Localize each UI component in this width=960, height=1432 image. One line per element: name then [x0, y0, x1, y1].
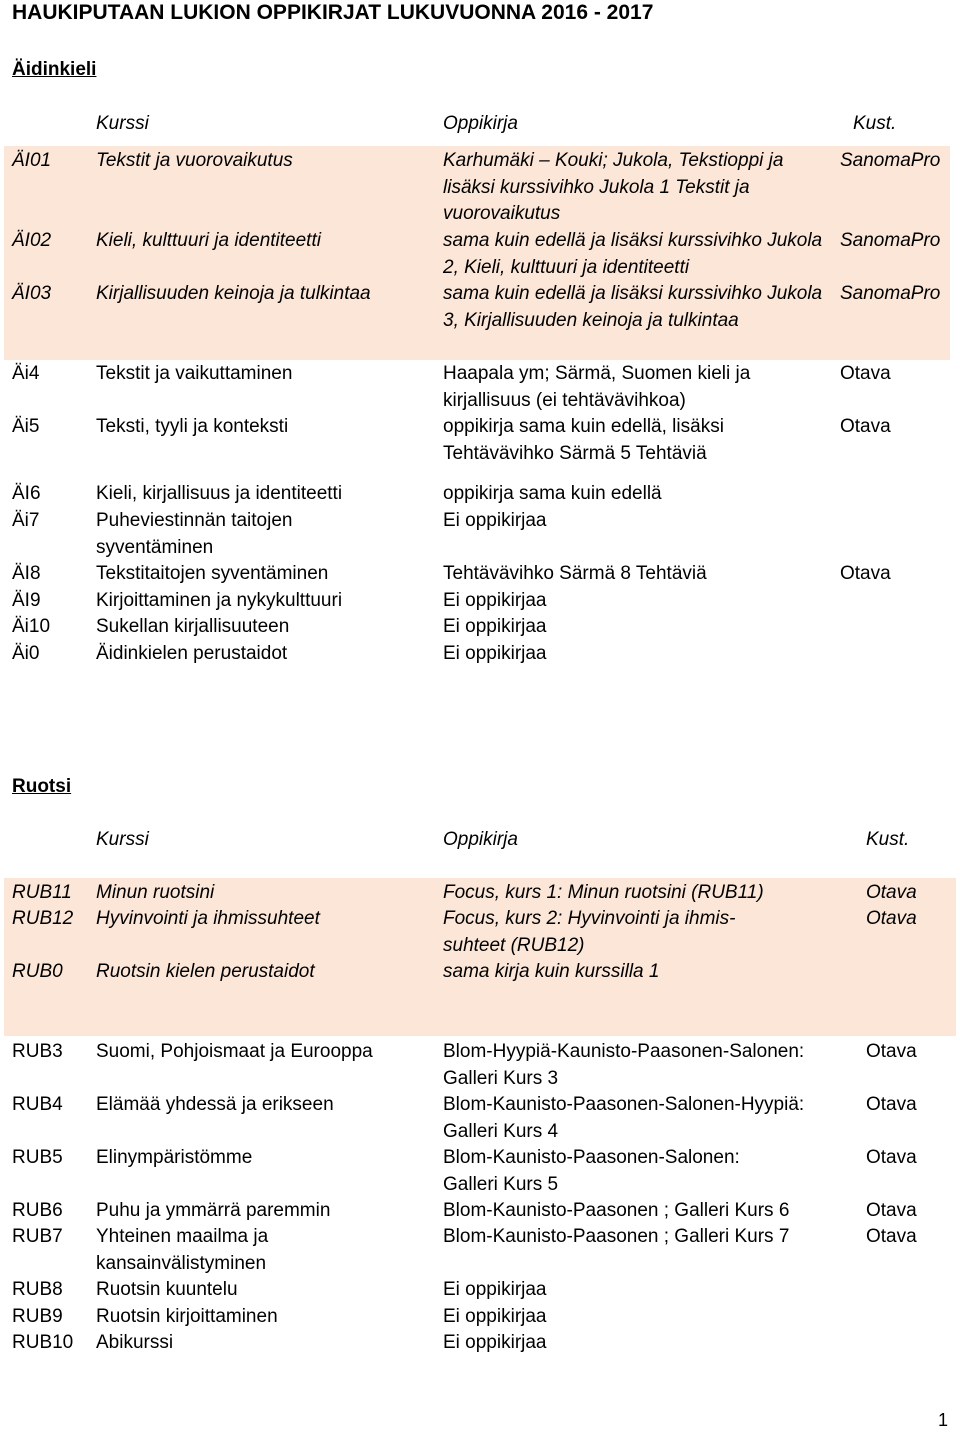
publisher: Otava	[840, 563, 891, 584]
book-title: oppikirja sama kuin edellä, lisäksi Tehtävävihko Särmä 5 Tehtäviä	[443, 416, 724, 464]
header-book: Oppikirja	[443, 829, 518, 850]
course-code: RUB9	[12, 1306, 63, 1327]
book-title: Focus, kurs 2: Hyvinvointi ja ihmis-suhteet (RUB12)	[443, 908, 736, 956]
section-heading-aidinkieli: Äidinkieli	[12, 59, 97, 80]
course-name: Elinympäristömme	[96, 1147, 253, 1168]
course-code: RUB0	[12, 961, 63, 982]
publisher: SanomaPro	[840, 230, 941, 251]
course-code: ÄI8	[12, 563, 41, 584]
course-name: Puheviestinnän taitojen syventäminen	[96, 510, 293, 558]
course-code: RUB4	[12, 1094, 63, 1115]
book-title: Ei oppikirjaa	[443, 1306, 547, 1327]
course-name: Kirjoittaminen ja nykykulttuuri	[96, 590, 343, 611]
course-code: RUB7	[12, 1226, 63, 1247]
page-number: 1	[938, 1410, 949, 1430]
course-code: ÄI9	[12, 590, 41, 611]
book-title: Haapala ym; Särmä, Suomen kieli ja kirjallisuus (ei tehtävävihkoa)	[443, 363, 751, 411]
publisher: Otava	[866, 1147, 917, 1168]
course-name: Tekstit ja vaikuttaminen	[96, 363, 293, 384]
course-code: RUB5	[12, 1147, 63, 1168]
course-code: ÄI6	[12, 483, 41, 504]
header-publisher: Kust.	[853, 113, 897, 134]
publisher: Otava	[866, 882, 917, 903]
course-code: Äi7	[12, 510, 40, 531]
publisher: Otava	[866, 1041, 917, 1062]
header-course: Kurssi	[96, 113, 149, 134]
course-name: Yhteinen maailma ja kansainvälistyminen	[96, 1226, 269, 1274]
book-title: Ei oppikirjaa	[443, 590, 547, 611]
book-title: Ei oppikirjaa	[443, 1279, 547, 1300]
course-name: Puhu ja ymmärrä paremmin	[96, 1200, 331, 1221]
publisher: SanomaPro	[840, 283, 941, 304]
course-code: RUB8	[12, 1279, 63, 1300]
course-name: Suomi, Pohjoismaat ja Eurooppa	[96, 1041, 373, 1062]
publisher: Otava	[866, 1094, 917, 1115]
header-book: Oppikirja	[443, 113, 518, 134]
book-title: Ei oppikirjaa	[443, 1332, 547, 1353]
book-title: Ei oppikirjaa	[443, 510, 547, 531]
book-title: Blom-Kaunisto-Paasonen ; Galleri Kurs 6	[443, 1200, 790, 1221]
book-title: Focus, kurs 1: Minun ruotsini (RUB11)	[443, 882, 764, 903]
book-title: Blom-Hyypiä-Kaunisto-Paasonen-Salonen: Galleri Kurs 3	[443, 1041, 805, 1089]
publisher: Otava	[866, 1200, 917, 1221]
course-code: Äi4	[12, 363, 40, 384]
book-title: Karhumäki – Kouki; Jukola, Tekstioppi ja lisäksi kurssivihko Jukola 1 Tekstit ja vuorovaikutus	[443, 150, 784, 224]
book-title: Ei oppikirjaa	[443, 643, 547, 664]
course-name: Teksti, tyyli ja konteksti	[96, 416, 289, 437]
book-title: Blom-Kaunisto-Paasonen ; Galleri Kurs 7	[443, 1226, 790, 1247]
course-name: Minun ruotsini	[96, 882, 215, 903]
publisher: Otava	[840, 363, 891, 384]
course-code: RUB11	[12, 882, 72, 903]
course-name: Ruotsin kirjoittaminen	[96, 1306, 278, 1327]
book-title: Blom-Kaunisto-Paasonen-Salonen: Galleri Kurs 5	[443, 1147, 740, 1195]
publisher: SanomaPro	[840, 150, 941, 171]
course-code: RUB6	[12, 1200, 63, 1221]
section-heading-ruotsi: Ruotsi	[12, 776, 72, 797]
course-code: RUB3	[12, 1041, 63, 1062]
course-code: ÄI01	[12, 150, 52, 171]
course-code: Äi0	[12, 643, 40, 664]
book-title: Tehtävävihko Särmä 8 Tehtäviä	[443, 563, 707, 584]
course-name: Tekstitaitojen syventäminen	[96, 563, 329, 584]
course-name: Abikurssi	[96, 1332, 174, 1353]
course-name: Hyvinvointi ja ihmissuhteet	[96, 908, 320, 929]
course-name: Kieli, kirjallisuus ja identiteetti	[96, 483, 343, 504]
course-name: Äidinkielen perustaidot	[96, 643, 288, 664]
book-title: Blom-Kaunisto-Paasonen-Salonen-Hyypiä: Galleri Kurs 4	[443, 1094, 805, 1142]
course-code: Äi5	[12, 416, 40, 437]
course-name: Elämää yhdessä ja erikseen	[96, 1094, 334, 1115]
course-name: Sukellan kirjallisuuteen	[96, 616, 290, 637]
course-code: Äi10	[12, 616, 51, 637]
course-name: Tekstit ja vuorovaikutus	[96, 150, 293, 171]
book-title: sama kuin edellä ja lisäksi kurssivihko Jukola 3, Kirjallisuuden keinoja ja tulkintaa	[443, 283, 823, 331]
course-name: Ruotsin kielen perustaidot	[96, 961, 315, 982]
book-title: sama kirja kuin kurssilla 1	[443, 961, 660, 982]
course-code: RUB12	[12, 908, 74, 929]
header-publisher: Kust.	[866, 829, 910, 850]
course-code: ÄI03	[12, 283, 52, 304]
header-course: Kurssi	[96, 829, 149, 850]
course-code: ÄI02	[12, 230, 52, 251]
course-name: Kirjallisuuden keinoja ja tulkintaa	[96, 283, 371, 304]
course-name: Ruotsin kuuntelu	[96, 1279, 238, 1300]
book-title: Ei oppikirjaa	[443, 616, 547, 637]
course-code: RUB10	[12, 1332, 74, 1353]
book-title: sama kuin edellä ja lisäksi kurssivihko Jukola 2, Kieli, kulttuuri ja identiteetti	[443, 230, 823, 278]
publisher: Otava	[866, 1226, 917, 1247]
publisher: Otava	[866, 908, 917, 929]
page-title: HAUKIPUTAAN LUKION OPPIKIRJAT LUKUVUONNA 2016 - 2017	[12, 1, 654, 24]
course-name: Kieli, kulttuuri ja identiteetti	[96, 230, 321, 251]
publisher: Otava	[840, 416, 891, 437]
book-title: oppikirja sama kuin edellä	[443, 483, 662, 504]
